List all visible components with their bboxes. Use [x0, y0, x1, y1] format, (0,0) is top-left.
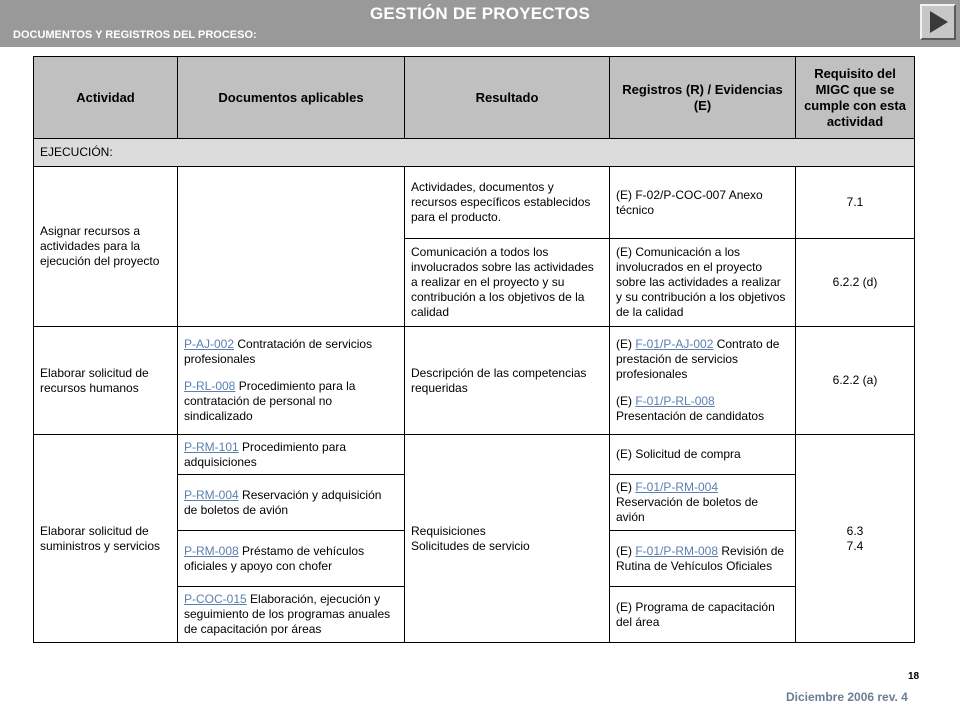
registro-description: (E) Solicitud de compra: [616, 447, 741, 461]
next-slide-button[interactable]: [920, 4, 956, 40]
document-link[interactable]: P-RM-004: [184, 487, 239, 502]
registro-prefix: (E): [616, 337, 636, 351]
form-link[interactable]: F-01/P-RL-008: [635, 394, 715, 408]
play-triangle-icon: [922, 6, 954, 38]
documentos-cell: [178, 167, 405, 327]
registro-cell: [610, 435, 796, 475]
registro-prefix: (E): [616, 394, 636, 408]
document-description: Préstamo de vehículos oficiales y apoyo con chofer: [184, 543, 365, 573]
registro-cell: [610, 475, 796, 531]
requisito-line: 6.3: [846, 523, 864, 538]
column-header-resultado: Resultado: [405, 57, 610, 139]
form-link[interactable]: F-01/P-AJ-002: [635, 337, 714, 351]
column-header-documentos: Documentos aplicables: [178, 57, 405, 139]
documentos-cell: [178, 475, 405, 531]
document-link[interactable]: P-AJ-002: [184, 337, 235, 351]
document-link[interactable]: P-RM-008: [184, 543, 239, 558]
documentos-cell: [178, 435, 405, 475]
column-header-actividad: Actividad: [34, 57, 178, 139]
registro-description: Contrato de prestación de servicios profesionales: [616, 337, 780, 381]
requisito-cell: [796, 435, 915, 643]
registro-description: Reservación de boletos de avión: [616, 495, 759, 524]
registro-description: Revisión de Rutina de Vehículos Oficiales: [616, 543, 785, 573]
document-description: Procedimiento para la contratación de personal no sindicalizado: [184, 379, 356, 423]
form-link[interactable]: F-01/P-RM-004: [635, 480, 719, 494]
actividad-cell: Elaborar solicitud de recursos humanos: [34, 327, 178, 435]
requisito-line: 7.4: [846, 538, 864, 553]
registro-cell: [610, 327, 796, 435]
registro-cell: (E) F-02/P-COC-007 Anexo técnico: [610, 167, 796, 239]
document-link[interactable]: P-RL-008: [184, 379, 236, 393]
table-header-row: [34, 57, 915, 139]
requisito-cell: 7.1: [796, 167, 915, 239]
documentos-cell: [178, 531, 405, 587]
registro-prefix: (E): [616, 480, 636, 494]
column-header-requisito: Requisito del MIGC que se cumple con esta actividad: [796, 57, 915, 139]
resultado-line: Solicitudes de servicio: [411, 538, 530, 553]
table-row: [34, 435, 915, 475]
requisito-cell: 6.2.2 (a): [796, 327, 915, 435]
revision-date: Diciembre 2006 rev. 4: [786, 690, 908, 704]
registro-cell: [610, 587, 796, 643]
page-number: 18: [908, 671, 920, 682]
table-row: [34, 167, 915, 239]
registro-description: Presentación de candidatos: [616, 409, 765, 423]
actividad-cell: Asignar recursos a actividades para la ejecución del proyecto: [34, 167, 178, 327]
column-header-registros: Registros (R) / Evidencias (E): [610, 57, 796, 139]
documentos-cell: [178, 587, 405, 643]
resultado-cell: Descripción de las competencias requeridas: [405, 327, 610, 435]
document-link[interactable]: P-COC-015: [184, 592, 247, 606]
page-subtitle: DOCUMENTOS Y REGISTROS DEL PROCESO:: [13, 29, 257, 41]
document-link[interactable]: P-RM-101: [184, 439, 239, 454]
resultado-cell: [405, 435, 610, 643]
requisito-cell: 6.2.2 (d): [796, 239, 915, 327]
process-table: [33, 56, 915, 643]
form-link[interactable]: F-01/P-RM-008: [635, 543, 719, 558]
actividad-cell: Elaborar solicitud de suministros y servicios: [34, 435, 178, 643]
section-label: EJECUCIÓN:: [34, 139, 915, 167]
document-description: Contratación de servicios profesionales: [184, 337, 373, 366]
page-title: GESTIÓN DE PROYECTOS: [369, 4, 590, 23]
resultado-cell: Actividades, documentos y recursos específicos establecidos para el producto.: [405, 167, 610, 239]
table-row: [34, 327, 915, 435]
registro-prefix: (E): [616, 543, 636, 558]
registro-cell: (E) Comunicación a los involucrados en el proyecto sobre las actividades a realizar y su contribución a los objetivos de la calidad: [610, 239, 796, 327]
registro-cell: [610, 531, 796, 587]
section-row: [34, 139, 915, 167]
document-description: Procedimiento para adquisiciones: [184, 439, 347, 469]
documentos-cell: [178, 327, 405, 435]
document-description: Elaboración, ejecución y seguimiento de los programas anuales de capacitación por áreas: [184, 592, 391, 636]
document-description: Reservación y adquisición de boletos de avión: [184, 487, 382, 517]
registro-description: (E) Programa de capacitación del área: [616, 599, 775, 629]
resultado-line: Requisiciones: [411, 523, 486, 538]
resultado-cell: Comunicación a todos los involucrados sobre las actividades a realizar en el proyecto y su contribución a los objetivos de la calidad: [405, 239, 610, 327]
